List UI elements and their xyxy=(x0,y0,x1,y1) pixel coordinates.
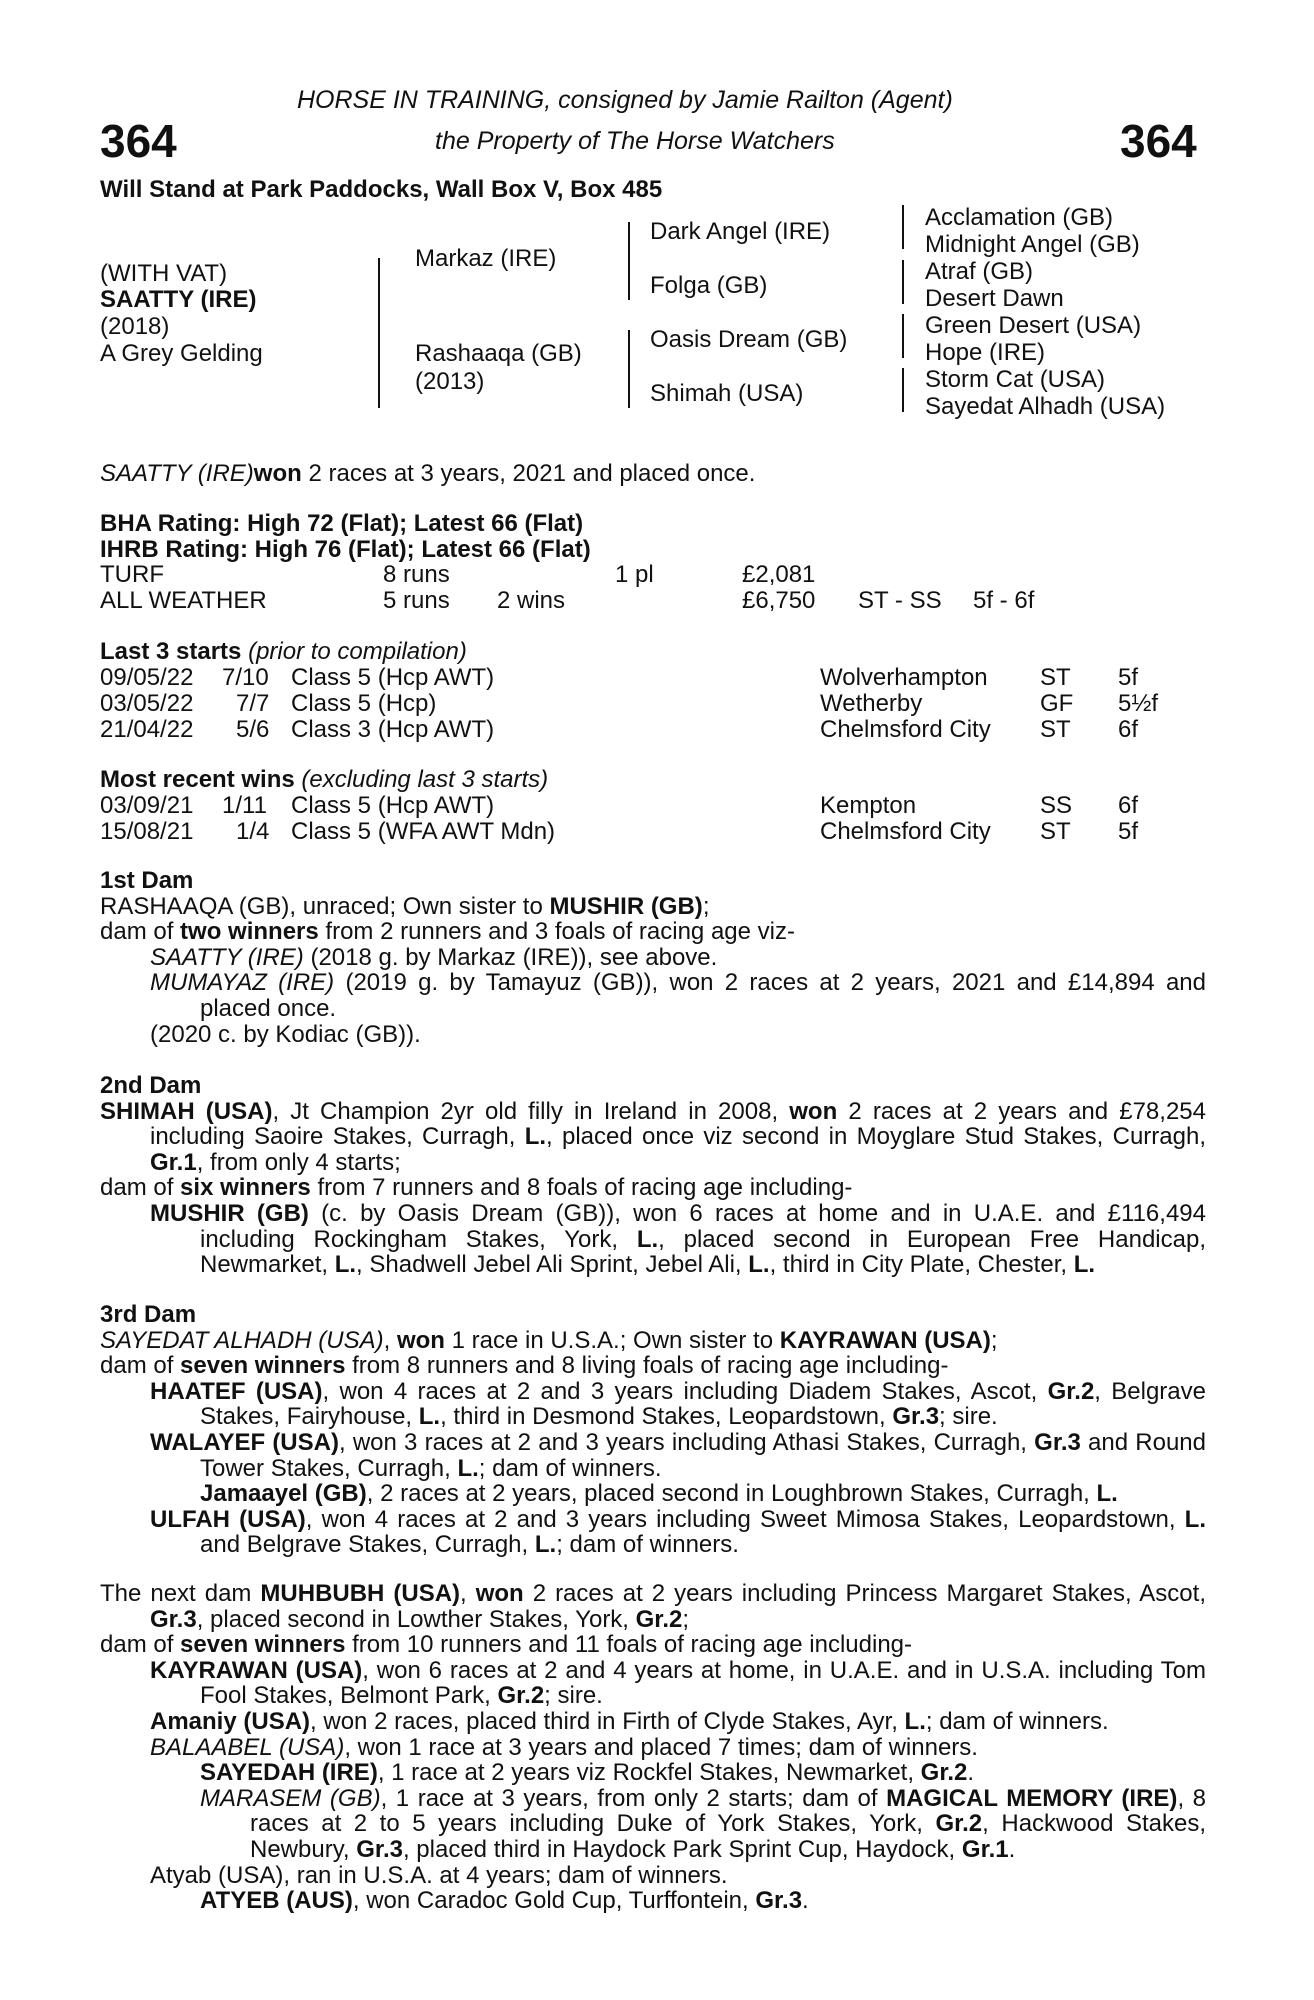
second-dam-section: 2nd Dam SHIMAH (USA), Jt Champion 2yr old filly in Ireland in 2008, won 2 races at 2 years and £78,254 including Saoire Stakes, Curragh, L., placed once viz second in Moyglare Stud Stakes, Curragh, Gr.1, from only 4 starts; dam of six winners from 7 runners and 8 foals of racing age including- MUSHIR (GB) (c. by Oasis Dream (GB)), won 6 races at home and in U.A.E. and £116,494 including Rockingham Stakes, York, L., placed second in European Free Handicap, Newmarket, L., Shadwell Jebel Ali Sprint, Jebel Ali, L., third in City Plate, Chester, L. xyxy=(100,1072,1206,1279)
lot-number-left: 364 xyxy=(100,115,177,167)
progeny-item: BALAABEL (USA), won 1 race at 3 years and placed 7 times; dam of winners. xyxy=(150,1733,978,1761)
progeny-item: Atyab (USA), ran in U.S.A. at 4 years; dam of winners. xyxy=(150,1861,728,1889)
progeny-item: SAATTY (IRE) (2018 g. by Markaz (IRE)), see above. xyxy=(150,943,718,971)
gen4-1: Acclamation (GB) xyxy=(925,204,1114,231)
gen4-8: Sayedat Alhadh (USA) xyxy=(925,393,1166,420)
third-dam-heading: 3rd Dam xyxy=(100,1301,197,1328)
second-dam-heading: 2nd Dam xyxy=(100,1072,202,1099)
first-dam-section: 1st Dam RASHAAQA (GB), unraced; Own sister to MUSHIR (GB); dam of two winners from 2 runners and 3 foals of racing age viz- SAATTY (IRE) (2018 g. by Markaz (IRE)), see above. MUMAYAZ (IRE) (2019 g. by Tamayuz (GB)), won 2 races at 2 years, 2021 and £14,894 and placed once. (2020 c. by Kodiac (GB)). xyxy=(100,867,1206,1048)
gen3-4: Shimah (USA) xyxy=(650,380,804,407)
ihrb-rating: IHRB Rating: High 76 (Flat); Latest 66 (Flat) xyxy=(100,536,591,563)
gen4-6: Hope (IRE) xyxy=(925,339,1046,366)
progeny-item: ULFAH (USA), won 4 races at 2 and 3 years including Sweet Mimosa Stakes, Leopardstown, L. and Belgrave Stakes, Curragh, L.; dam of winners. xyxy=(150,1505,1206,1559)
brace-gen3c xyxy=(902,314,904,358)
dam-year: (2013) xyxy=(415,368,485,395)
gen3-3: Oasis Dream (GB) xyxy=(650,326,848,353)
gen4-7: Storm Cat (USA) xyxy=(925,366,1106,393)
property-line: the Property of The Horse Watchers xyxy=(435,127,835,155)
horse-year: (2018) xyxy=(100,313,170,340)
brace-gen1 xyxy=(378,258,380,408)
brace-gen2a xyxy=(628,222,630,300)
progeny-item: (2020 c. by Kodiac (GB)). xyxy=(150,1020,421,1048)
lot-number-right: 364 xyxy=(1120,115,1197,167)
recent-wins-heading: Most recent wins (excluding last 3 starts) xyxy=(100,766,549,793)
gen4-4: Desert Dawn xyxy=(925,285,1064,312)
gen4-5: Green Desert (USA) xyxy=(925,312,1142,339)
consigned-line: HORSE IN TRAINING, consigned by Jamie Railton (Agent) xyxy=(297,86,953,114)
progeny-item: Amaniy (USA), won 2 races, placed third in Firth of Clyde Stakes, Ayr, L.; dam of winners. xyxy=(150,1707,1109,1735)
horse-description: A Grey Gelding xyxy=(100,340,263,367)
progeny-item: ATYEB (AUS), won Caradoc Gold Cup, Turffontein, Gr.3. xyxy=(200,1887,809,1915)
brace-gen3a xyxy=(902,205,904,249)
gen3-2: Folga (GB) xyxy=(650,272,768,299)
progeny-item: MUSHIR (GB) (c. by Oasis Dream (GB)), won 6 races at home and in U.A.E. and £116,494 including Rockingham Stakes, York, L., placed second in European Free Handicap, Newmarket, L., Shadwell Jebel Ali Sprint, Jebel Ali, L., third in City Plate, Chester, L. xyxy=(150,1199,1206,1279)
brace-gen2b xyxy=(628,330,630,408)
vat-label: (WITH VAT) xyxy=(100,260,228,287)
progeny-item: MARASEM (GB), 1 race at 3 years, from only 2 starts; dam of MAGICAL MEMORY (IRE), 8 races at 2 to 5 years including Duke of York Stakes, York, Gr.2, Hackwood Stakes, Newbury, Gr.3, placed third in Haydock Park Sprint Cup, Haydock, Gr.1. xyxy=(200,1784,1207,1863)
progeny-item: KAYRAWAN (USA), won 6 races at 2 and 4 years at home, in U.A.E. and in U.S.A. including Tom Fool Stakes, Belmont Park, Gr.2; sire. xyxy=(150,1656,1207,1710)
last3-heading: Last 3 starts (prior to compilation) xyxy=(100,638,467,665)
race-summary: SAATTY (IRE)won 2 races at 3 years, 2021 and placed once. xyxy=(100,460,756,487)
brace-gen3b xyxy=(902,260,904,304)
first-dam-heading: 1st Dam xyxy=(100,867,194,894)
progeny-item: HAATEF (USA), won 4 races at 2 and 3 years including Diadem Stakes, Ascot, Gr.2, Belgrave Stakes, Fairyhouse, L., third in Desmond Stakes, Leopardstown, Gr.3; sire. xyxy=(150,1377,1206,1431)
third-dam-section: 3rd Dam SAYEDAT ALHADH (USA), won 1 race in U.S.A.; Own sister to KAYRAWAN (USA); dam of seven winners from 8 runners and 8 living foals of racing age including- HAATEF (USA), won 4 races at 2 and 3 years including Diadem Stakes, Ascot, Gr.2, Belgrave Stakes, Fairyhouse, L., third in Desmond Stakes, Leopardstown, Gr.3; sire. WALAYEF (USA), won 3 races at 2 and 3 years including Athasi Stakes, Curragh, Gr.3 and Round Tower Stakes, Curragh, L.; dam of winners. Jamaayel (GB), 2 races at 2 years, placed second in Loughbrown Stakes, Curragh, L. ULFAH (USA), won 4 races at 2 and 3 years including Sweet Mimosa Stakes, Leopardstown, L. and Belgrave Stakes, Curragh, L.; dam of winners. xyxy=(100,1301,1207,1559)
summary-horse-name: SAATTY (IRE) xyxy=(100,460,254,487)
gen4-2: Midnight Angel (GB) xyxy=(925,231,1140,258)
dam-name: Rashaaqa (GB) xyxy=(415,340,582,367)
brace-gen3d xyxy=(902,368,904,412)
gen3-1: Dark Angel (IRE) xyxy=(650,218,831,245)
horse-name: SAATTY (IRE) xyxy=(100,286,257,313)
bha-rating: BHA Rating: High 72 (Flat); Latest 66 (Flat) xyxy=(100,510,584,537)
progeny-item: MUMAYAZ (IRE) (2019 g. by Tamayuz (GB)), won 2 races at 2 years, 2021 and £14,894 and placed once. xyxy=(150,969,1206,1022)
progeny-item: Jamaayel (GB), 2 races at 2 years, placed second in Loughbrown Stakes, Curragh, L. xyxy=(200,1480,1118,1508)
progeny-item: SAYEDAH (IRE), 1 race at 2 years viz Rockfel Stakes, Newmarket, Gr.2. xyxy=(200,1759,975,1787)
progeny-item: WALAYEF (USA), won 3 races at 2 and 3 years including Athasi Stakes, Curragh, Gr.3 and Round Tower Stakes, Curragh, L.; dam of winners. xyxy=(150,1428,1207,1482)
stand-line: Will Stand at Park Paddocks, Wall Box V, Box 485 xyxy=(100,176,663,203)
gen4-3: Atraf (GB) xyxy=(925,258,1034,285)
next-dam-section: The next dam MUHBUBH (USA), won 2 races at 2 years including Princess Margaret Stakes, Ascot, Gr.3, placed second in Lowther Stakes, York, Gr.2; dam of seven winners from 10 runners and 11 foals of racing age including- KAYRAWAN (USA), won 6 races at 2 and 4 years at home, in U.A.E. and in U.S.A. including Tom Fool Stakes, Belmont Park, Gr.2; sire. Amaniy (USA), won 2 races, placed third in Firth of Clyde Stakes, Ayr, L.; dam of winners. BALAABEL (USA), won 1 race at 3 years and placed 7 times; dam of winners. SAYEDAH (IRE), 1 race at 2 years viz Rockfel Stakes, Newmarket, Gr.2. MARASEM (GB), 1 race at 3 years, from only 2 starts; dam of MAGICAL MEMORY (IRE), 8 races at 2 to 5 years including Duke of York Stakes, York, Gr.2, Hackwood Stakes, Newbury, Gr.3, placed third in Haydock Park Sprint Cup, Haydock, Gr.1. Atyab (USA), ran in U.S.A. at 4 years; dam of winners. ATYEB (AUS), won Caradoc Gold Cup, Turffontein, Gr.3. xyxy=(100,1580,1207,1915)
sire-name: Markaz (IRE) xyxy=(415,245,557,272)
